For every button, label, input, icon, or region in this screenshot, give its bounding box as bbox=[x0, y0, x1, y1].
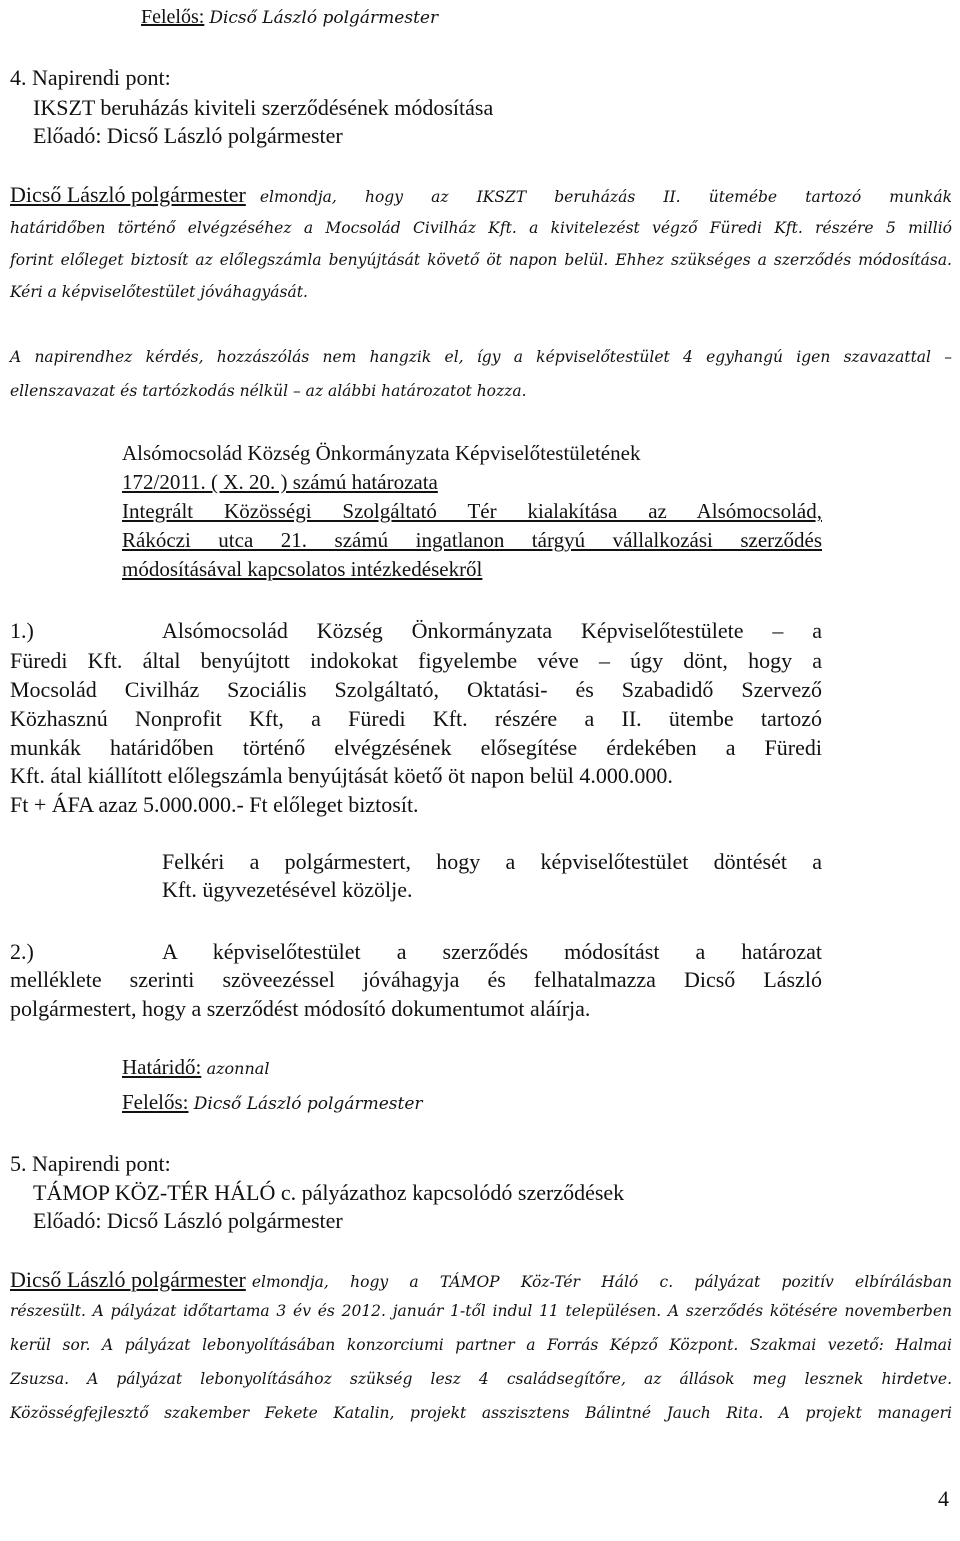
item5-eloado: Előadó: Dicső László polgármester bbox=[33, 1208, 343, 1233]
point2-line3: polgármestert, hogy a szerződést módosító dokumentumot aláírja. bbox=[10, 996, 591, 1021]
point1-line4: Közhasznú Nonprofit Kft, a Füredi Kft. részére a II. ütembe tartozó bbox=[10, 706, 822, 731]
point2-line1: A képviselőtestület a szerződés módosítást a határozat bbox=[162, 939, 822, 964]
item5-p1-line1 bbox=[10, 1269, 952, 1291]
item4-p1-rest: elmondja, hogy az IKSZT beruházás II. ütemébe tartozó munkák bbox=[259, 188, 952, 206]
point1b-line1: Felkéri a polgármestert, hogy a képviselőtestület döntését a bbox=[162, 849, 822, 874]
item5-heading: 5. Napirendi pont: bbox=[10, 1151, 171, 1176]
point1-line1: Alsómocsolád Község Önkormányzata Képviselőtestülete – a bbox=[162, 618, 822, 643]
felelos-label: Felelős: bbox=[122, 1090, 189, 1114]
point1-line6: Kft. átal kiállított előlegszámla benyújtását köető öt napon belül 4.000.000. bbox=[10, 763, 673, 788]
resolution-body: Alsómocsolád Község Önkormányzata Képviselőtestületének bbox=[122, 441, 641, 465]
point1-line5: munkák határidőben történő elvégzésének elősegítése érdekében a Füredi bbox=[10, 735, 822, 760]
item4-p2-line2: ellenszavazat és tartózkodás nélkül – az alábbi határozatot hozza. bbox=[10, 382, 527, 400]
item5-p1-line3: kerül sor. A pályázat lebonyolításában konzorciumi partner a Forrás Képző Központ. Szakmai vezető: Halmai bbox=[10, 1336, 952, 1354]
point2-number: 2.) bbox=[10, 939, 34, 964]
felelos-value: Dicső László polgármester bbox=[193, 1094, 423, 1114]
felelos-value: Dicső László polgármester bbox=[209, 8, 439, 28]
point1-line7: Ft + ÁFA azaz 5.000.000.- Ft előleget biztosít. bbox=[10, 792, 419, 817]
item4-responsible bbox=[122, 1092, 423, 1113]
speaker-name: Dicső László polgármester bbox=[10, 182, 246, 207]
item4-eloado: Előadó: Dicső László polgármester bbox=[33, 123, 343, 148]
item4-p1-line3: forint előleget biztosít az előlegszámla benyújtását követő öt napon belül. Ehhez szükséges a szerződés módosítása. bbox=[10, 251, 952, 269]
resolution-subject-2: Rákóczi utca 21. számú ingatlanon tárgyú vállalkozási szerződés bbox=[122, 528, 822, 552]
item4-p1-line1 bbox=[10, 184, 952, 206]
item4-deadline bbox=[122, 1057, 269, 1078]
item4-p1-line4: Kéri a képviselőtestület jóváhagyását. bbox=[10, 283, 308, 301]
page-number: 4 bbox=[938, 1486, 949, 1511]
resolution-number: 172/2011. ( X. 20. ) számú határozata bbox=[122, 470, 438, 494]
point1-line2: Füredi Kft. által benyújtott indokokat figyelembe véve – úgy dönt, hogy a bbox=[10, 648, 822, 673]
item5-title: TÁMOP KÖZ-TÉR HÁLÓ c. pályázathoz kapcsolódó szerződések bbox=[33, 1180, 625, 1205]
item4-p1-line2: határidőben történő elvégzéséhez a Mocsolád Civilház Kft. a kivitelezést végző Füredi Kft. részére 5 millió bbox=[10, 219, 952, 237]
item5-p1-rest: elmondja, hogy a TÁMOP Köz-Tér Háló c. pályázat pozitív elbírálásban bbox=[251, 1273, 952, 1291]
top-responsible bbox=[141, 7, 438, 27]
point2-line2: melléklete szerinti szöveezéssel jóváhagyja és felhatalmazza Dicső László bbox=[10, 967, 822, 992]
hatarido-value: azonnal bbox=[206, 1059, 270, 1078]
speaker-name: Dicső László polgármester bbox=[10, 1267, 246, 1292]
point1b-line2: Kft. ügyvezetésével közölje. bbox=[162, 877, 413, 902]
point1-line3: Mocsolád Civilház Szociális Szolgáltató, Oktatási- és Szabadidő Szervező bbox=[10, 677, 822, 702]
item4-title: IKSZT beruházás kiviteli szerződésének módosítása bbox=[33, 95, 494, 120]
hatarido-label: Határidő: bbox=[122, 1055, 202, 1079]
item5-p1-line2: részesült. A pályázat időtartama 3 év és 2012. január 1-től indul 11 településen. A szerződés kötésére novemberben bbox=[10, 1302, 952, 1320]
item4-heading: 4. Napirendi pont: bbox=[10, 65, 171, 90]
felelos-label: Felelős: bbox=[141, 6, 205, 28]
resolution-subject-3: módosításával kapcsolatos intézkedésekről bbox=[122, 557, 483, 581]
item5-p1-line4: Zsuzsa. A pályázat lebonyolításához szükség lesz 4 családsegítőre, az állások meg lesznek hirdetve. bbox=[10, 1370, 952, 1388]
point1-number: 1.) bbox=[10, 618, 34, 643]
resolution-subject-1: Integrált Közösségi Szolgáltató Tér kialakítása az Alsómocsolád, bbox=[122, 499, 822, 523]
item4-p2-line1: A napirendhez kérdés, hozzászólás nem hangzik el, így a képviselőtestület 4 egyhangú igen szavazattal – bbox=[10, 348, 952, 366]
item5-p1-line5: Közösségfejlesztő szakember Fekete Katalin, projekt asszisztens Bálintné Jauch Rita. A projekt manageri bbox=[10, 1404, 952, 1422]
